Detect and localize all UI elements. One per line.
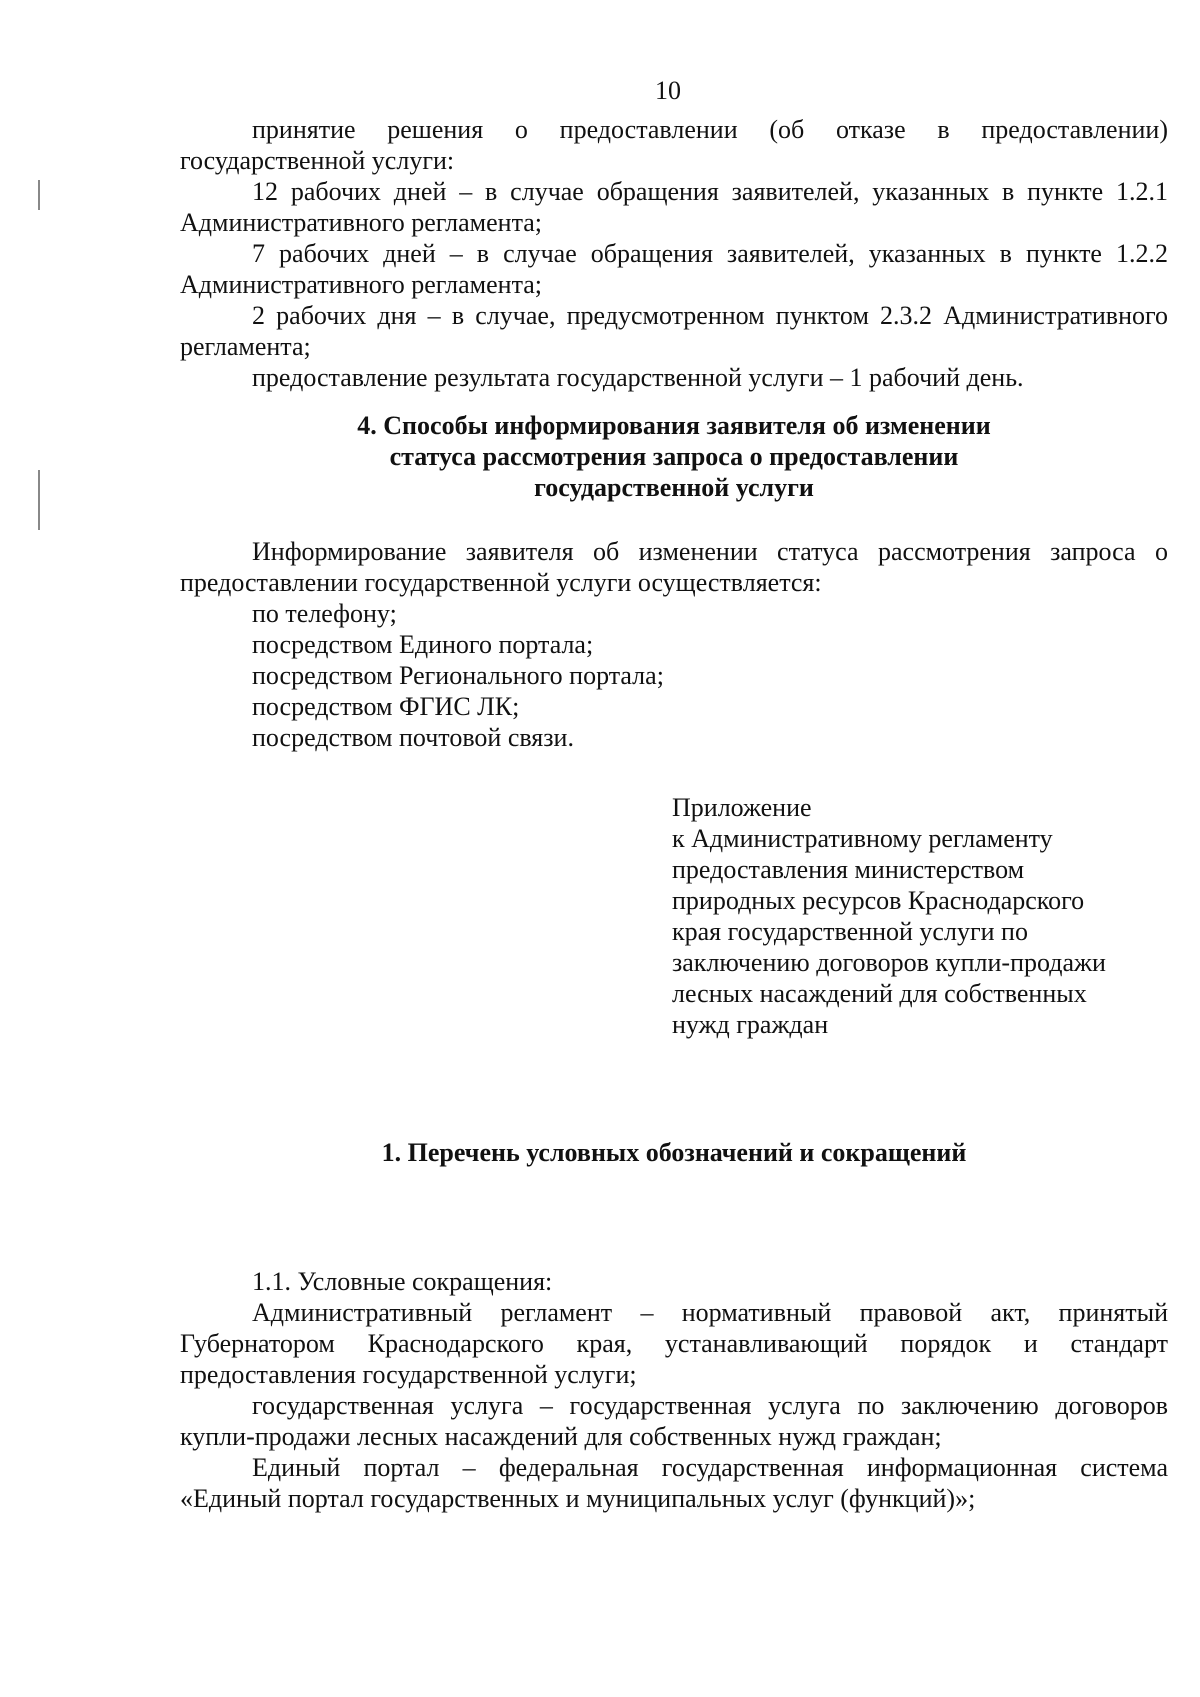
paragraph: 7 рабочих дней – в случае обращения заявителей, указанных в пункте 1.2.2 Административного регламента; xyxy=(180,239,1168,299)
paragraph: Административный регламент – нормативный правовой акт, принятый Губернатором Краснодарского края, устанавливающий порядок и стандарт предоставления государственной услуги; xyxy=(180,1298,1168,1389)
list-item: посредством Регионального портала; xyxy=(252,661,664,690)
paragraph: государственная услуга – государственная услуга по заключению договоров купли-продажи лесных насаждений для собственных нужд граждан; xyxy=(180,1391,1168,1451)
appendix-note xyxy=(672,792,1172,1040)
list-item: посредством ФГИС ЛК; xyxy=(252,692,520,721)
paragraph: принятие решения о предоставлении (об отказе в предоставлении) государственной услуги: xyxy=(180,115,1168,175)
paragraph: Единый портал – федеральная государственная информационная система «Единый портал государственных и муниципальных услуг (функций)»; xyxy=(180,1453,1168,1513)
appendix-line: нужд граждан xyxy=(672,1010,829,1039)
appendix-line: природных ресурсов Краснодарского xyxy=(672,886,1085,915)
list-item: посредством Единого портала; xyxy=(252,630,594,659)
appendix-line: края государственной услуги по xyxy=(672,917,1028,946)
paragraph: 12 рабочих дней – в случае обращения заявителей, указанных в пункте 1.2.1 Административного регламента; xyxy=(180,177,1168,237)
section-top xyxy=(180,114,1168,393)
appendix-line: к Административному регламенту xyxy=(672,824,1053,853)
section-heading: 1. Перечень условных обозначений и сокращений xyxy=(381,1138,967,1167)
section-4-body xyxy=(180,536,1168,753)
subtitle: 1.1. Условные сокращения: xyxy=(252,1267,553,1296)
appendix-line: лесных насаждений для собственных xyxy=(672,979,1087,1008)
appendix-line: предоставления министерством xyxy=(672,855,1025,884)
paragraph: предоставление результата государственной услуги – 1 рабочий день. xyxy=(252,363,1024,392)
appendix-line: заключению договоров купли-продажи xyxy=(672,948,1106,977)
heading-line: государственной услуги xyxy=(534,473,814,502)
appendix-line: Приложение xyxy=(672,793,812,822)
page-number: 10 xyxy=(655,76,681,105)
list-item: по телефону; xyxy=(252,599,397,628)
scan-margin-mark xyxy=(38,180,40,210)
scan-margin-mark xyxy=(38,470,40,530)
section-heading xyxy=(180,410,1168,503)
paragraph: Информирование заявителя об изменении статуса рассмотрения запроса о предоставлении государственной услуги осуществляется: xyxy=(180,537,1168,597)
heading-line: 4. Способы информирования заявителя об изменении xyxy=(357,411,991,440)
heading-line: статуса рассмотрения запроса о предоставлении xyxy=(389,442,959,471)
paragraph: 2 рабочих дня – в случае, предусмотренном пунктом 2.3.2 Административного регламента; xyxy=(180,301,1168,361)
list-item: посредством почтовой связи. xyxy=(252,723,574,752)
section-1-body xyxy=(180,1266,1168,1514)
